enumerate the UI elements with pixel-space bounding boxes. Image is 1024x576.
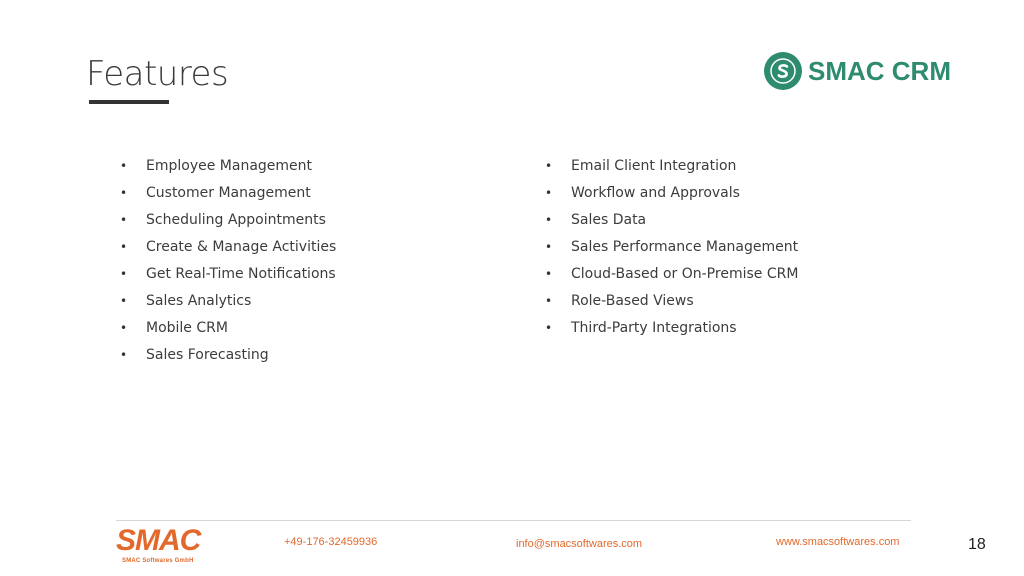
list-item <box>545 207 798 234</box>
bullet: • <box>120 213 128 227</box>
bullet: • <box>120 321 128 335</box>
dollar-s-icon <box>764 52 802 90</box>
bullet: • <box>120 348 128 362</box>
list-item <box>120 153 336 180</box>
bullet: • <box>120 294 128 308</box>
footer-logo-wordmark: SMAC <box>116 524 201 557</box>
feature-label: Cloud-Based or On-Premise CRM <box>571 266 799 282</box>
list-item <box>545 288 798 315</box>
feature-label: Get Real-Time Notifications <box>146 266 336 282</box>
footer-logo-subtext: SMAC Softwares GmbH <box>122 558 194 564</box>
page-number: 18 <box>968 536 986 553</box>
feature-label: Third-Party Integrations <box>571 320 737 336</box>
footer-logo <box>116 525 202 569</box>
features-list-right <box>545 153 798 342</box>
list-item <box>120 288 336 315</box>
bullet: • <box>545 240 553 254</box>
list-item <box>120 342 336 369</box>
feature-label: Sales Performance Management <box>571 239 799 255</box>
bullet: • <box>120 159 128 173</box>
list-item <box>545 180 798 207</box>
feature-label: Role-Based Views <box>571 293 694 309</box>
bullet: • <box>120 186 128 200</box>
brand-logo <box>764 52 951 90</box>
list-item <box>545 234 798 261</box>
footer-website[interactable]: www.smacsoftwares.com <box>776 536 900 548</box>
feature-label: Employee Management <box>146 158 313 174</box>
feature-label: Sales Analytics <box>146 293 252 309</box>
footer-divider <box>116 520 911 521</box>
list-item <box>120 261 336 288</box>
footer-email[interactable]: info@smacsoftwares.com <box>516 538 643 550</box>
feature-label: Email Client Integration <box>571 158 737 174</box>
bullet: • <box>545 213 553 227</box>
footer-phone: +49-176-32459936 <box>284 536 378 548</box>
list-item <box>545 261 798 288</box>
feature-label: Workflow and Approvals <box>571 185 740 201</box>
features-list-left <box>120 153 336 369</box>
list-item <box>120 180 336 207</box>
title-underline <box>89 100 169 104</box>
feature-label: Create & Manage Activities <box>146 239 337 255</box>
bullet: • <box>545 159 553 173</box>
list-item <box>545 315 798 342</box>
list-item <box>120 207 336 234</box>
feature-label: Scheduling Appointments <box>146 212 326 228</box>
brand-name: SMAC CRM <box>808 55 951 86</box>
list-item <box>120 234 336 261</box>
bullet: • <box>120 240 128 254</box>
bullet: • <box>120 267 128 281</box>
list-item <box>545 153 798 180</box>
bullet: • <box>545 294 553 308</box>
list-item <box>120 315 336 342</box>
bullet: • <box>545 186 553 200</box>
feature-label: Sales Forecasting <box>146 347 269 363</box>
slide-title: Features <box>86 54 229 94</box>
bullet: • <box>545 321 553 335</box>
feature-label: Sales Data <box>571 212 647 228</box>
feature-label: Mobile CRM <box>146 320 228 336</box>
bullet: • <box>545 267 553 281</box>
feature-label: Customer Management <box>146 185 311 201</box>
